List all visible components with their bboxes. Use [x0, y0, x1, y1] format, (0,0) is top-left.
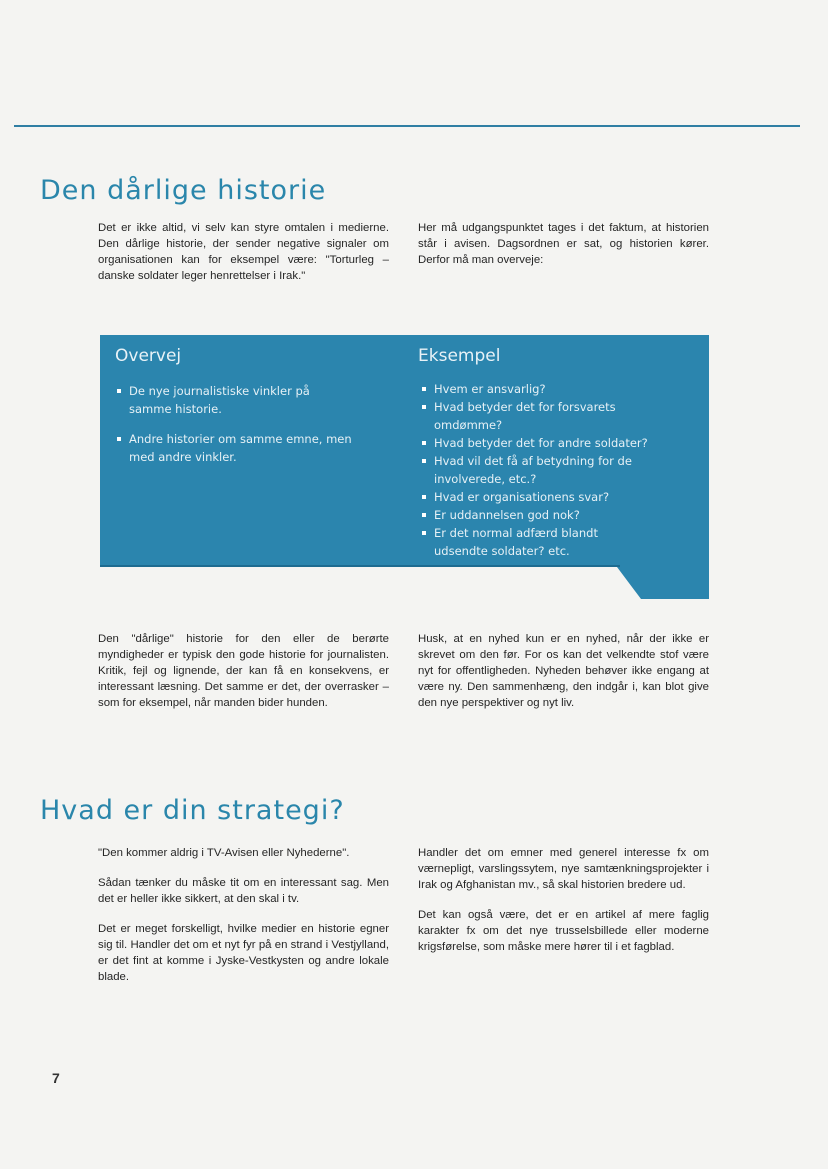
section-title-strategy: Hvad er din strategi? [40, 795, 345, 826]
example-list [420, 380, 650, 560]
box-title-example: Eksempel [418, 346, 501, 366]
paragraph: Her må udgangspunktet tages i det faktum, at historien står i avisen. Dagsordnen er sat, og historien kører. Derfor må man overveje: [418, 222, 709, 266]
info-box-shadow [100, 565, 620, 567]
paragraph: "Den kommer aldrig i TV-Avisen eller Nyhederne". [98, 847, 350, 859]
list-item: Andre historier om samme emne, men med andre vinkler. [115, 430, 355, 466]
paragraph: Det er meget forskelligt, hvilke medier en historie egner sig til. Handler det om et nyt fyr på en strand i Vestjylland, er det fint at komme i Jyske-Vestkysten og andre lokale blade. [98, 923, 389, 983]
section1b-left-column [98, 631, 389, 725]
list-item: Hvad vil det få af betydning for de involverede, etc.? [420, 452, 650, 488]
section2-left-column [98, 845, 389, 999]
paragraph: Handler det om emner med generel interesse fx om værnepligt, varslingssytem, nye samtænkningsprojekter i Irak og Afghanistan mv., så skal historien bredere ud. [418, 847, 709, 891]
page-number: 7 [52, 1070, 60, 1086]
list-item: Hvad betyder det for forsvarets omdømme? [420, 398, 650, 434]
section1-left-column [98, 220, 389, 298]
list-item: Hvad er organisationens svar? [420, 488, 650, 506]
section1b-right-column [418, 631, 709, 725]
list-item: Er det normal adfærd blandt udsendte soldater? etc. [420, 524, 650, 560]
list-item: Hvem er ansvarlig? [420, 380, 650, 398]
list-item: Hvad betyder det for andre soldater? [420, 434, 650, 452]
consider-list [115, 382, 355, 478]
section2-right-column [418, 845, 709, 969]
box-title-consider: Overvej [115, 346, 182, 366]
paragraph: Sådan tænker du måske tit om en interessant sag. Men det er heller ikke sikkert, at den skal i tv. [98, 877, 389, 905]
section1-right-column [418, 220, 709, 282]
paragraph: Den "dårlige" historie for den eller de berørte myndigheder er typisk den gode historie for journalisten. Kritik, fejl og lignende, der kan få en konsekvens, er interessant læsning. Det samme er det, der overrasker – som for eksempel, når manden bider hunden. [98, 633, 389, 709]
list-item: De nye journalistiske vinkler på samme historie. [115, 382, 355, 418]
paragraph: Husk, at en nyhed kun er en nyhed, når der ikke er skrevet om den før. For os kan det velkendte stof være nyt for offentligheden. Nyheden behøver ikke engang at være ny. Den sammenhæng, den indgår i, kan blot give den nye perspektiver og nyt liv. [418, 633, 709, 709]
paragraph: Det er ikke altid, vi selv kan styre omtalen i medierne. Den dårlige historie, der sender negative signaler om organisationen kan for eksempel være: "Torturleg – danske soldater leger henrettelser i Irak." [98, 222, 389, 282]
paragraph: Det kan også være, det er en artikel af mere faglig karakter fx om det nye trusselsbillede eller moderne krigsførelse, som måske mere hører til i et fagblad. [418, 909, 709, 953]
list-item: Er uddannelsen god nok? [420, 506, 650, 524]
top-rule [14, 125, 800, 127]
section-title-bad-story: Den dårlige historie [40, 175, 327, 206]
